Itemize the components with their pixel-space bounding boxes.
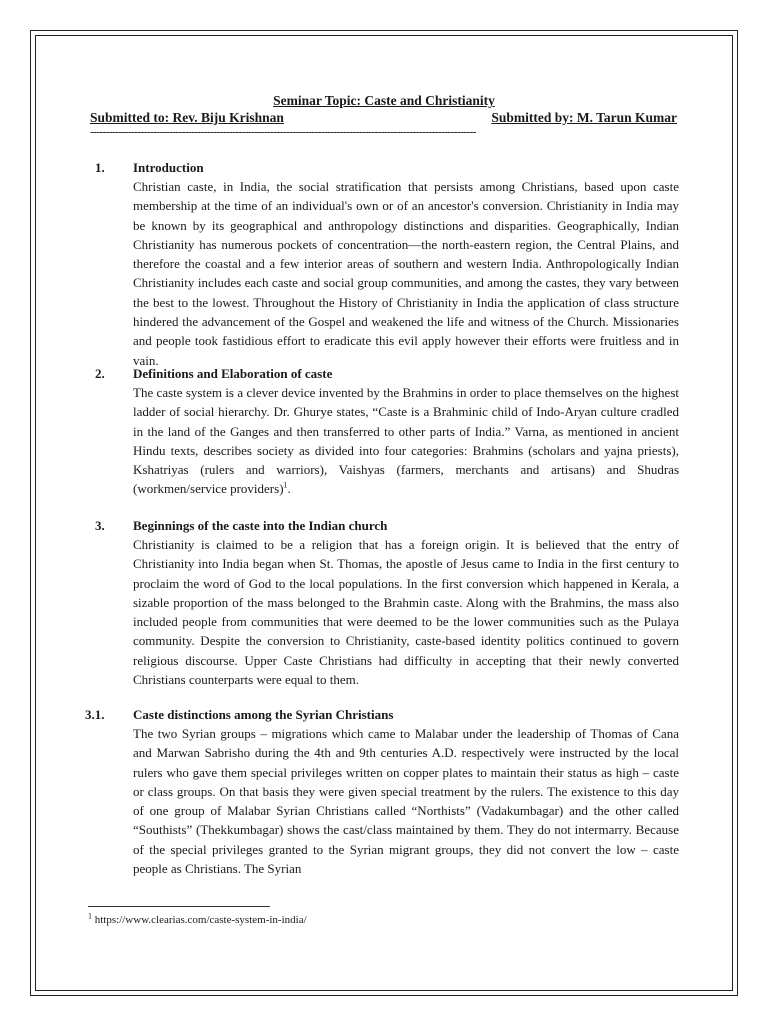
section-body: The two Syrian groups – migrations which came to Malabar under the leadership of Thomas of Cana and Marwan Sabrisho during the 4th and 9th centuries A.D. respectively were instructed by the local rulers who gave them special privileges written on copper plates to maintain their status as high – caste or class groups. On that basis they were given special treatment by the rulers. The existence to this day of one group of Malabar Syrian Christians called “Northists” (Vadakumbagar) and the other called “Southists” (Thekkumbagar) shows the cast/class maintained by them. They do not intermarry. Because of the special privileges granted to the Syrian migrant groups, they did not convert the low – caste people as Christians. The Syrian: [133, 726, 679, 877]
footnote: $^1$ https://www.clearias.com/caste-system-in-india/: [88, 911, 307, 926]
section-syrian-christians: [85, 705, 679, 878]
footnote-ref[interactable]: 1: [283, 481, 288, 491]
section-definitions: [95, 364, 679, 499]
section-body: Christianity is claimed to be a religion that has a foreign origin. It is believed that the entry of Christianity into India began when St. Thomas, the apostle of Jesus came to India in the first century to proclaim the word of God to the local populations. In the first conversion which happened in Kerala, a sizable proportion of the mass belonged to the Brahmin caste. Along with the Brahmins, the mass also included people from communities that were deemed to be the lower communities such as the Pulaya community. Despite the conversion to Christianity, caste-based identity politics continued to govern religious discourse. Upper Caste Christians had difficulty in accepting that their newly converted Christians counterparts were equal to them.: [133, 537, 679, 688]
footnote-link[interactable]: https://www.clearias.com/caste-system-in-india/: [94, 914, 307, 926]
section-heading: 3.1. Caste distinctions among the Syrian Christians: [85, 707, 394, 722]
section-heading: 1. Introduction: [95, 160, 204, 175]
section-introduction: [95, 158, 679, 370]
section-beginnings: [95, 516, 679, 689]
section-heading: 3. Beginnings of the caste into the Indian church: [95, 518, 388, 533]
header-rule: --------------------------------------------------------------------------------------------------------------------------: [90, 126, 476, 138]
submitted-by: Submitted by: M. Tarun Kumar: [491, 110, 677, 125]
footnote-rule: [88, 906, 270, 907]
section-body: The caste system is a clever device invented by the Brahmins in order to place themselves on the highest ladder of social hierarchy. Dr. Ghurye states, “Caste is a Brahminic child of Indo-Aryan culture cradled in the land of the Ganges and then transferred to other parts of India.” Varna, as mentioned in ancient Hindu texts, describes society as divided into four categories: Brahmins (scholars and yajna priests), Kshatriyas (rulers and warriors), Vaishyas (farmers, merchants and artisans) and Shudras (workmen/service providers)$^1$.: [133, 385, 679, 497]
submitted-to: Submitted to: Rev. Biju Krishnan: [90, 110, 284, 125]
section-heading: 2. Definitions and Elaboration of caste: [95, 366, 333, 381]
seminar-title: Seminar Topic: Caste and Christianity: [273, 93, 495, 108]
section-body: Christian caste, in India, the social stratification that persists among Christians, based upon caste membership at the time of an individual's own or of an ancestor's conversion. Christianity in India may be known by its geographical and anthropology distinctions and disparities. Geographically, Indian Christianity has numerous pockets of concentration—the north-eastern region, the Central Plains, and therefore the coastal and a few interior areas of southern and western India. Anthropologically Indian Christianity includes each caste and social group communities, and among the castes, they vary between the best to the lowest. Throughout the History of Christianity in India the application of class structure hindered the advancement of the Gospel and weakened the life and witness of the Church. Missionaries and people took fastidious effort to eradicate this evil apply however their efforts were fruitless and in vain.: [133, 179, 679, 368]
